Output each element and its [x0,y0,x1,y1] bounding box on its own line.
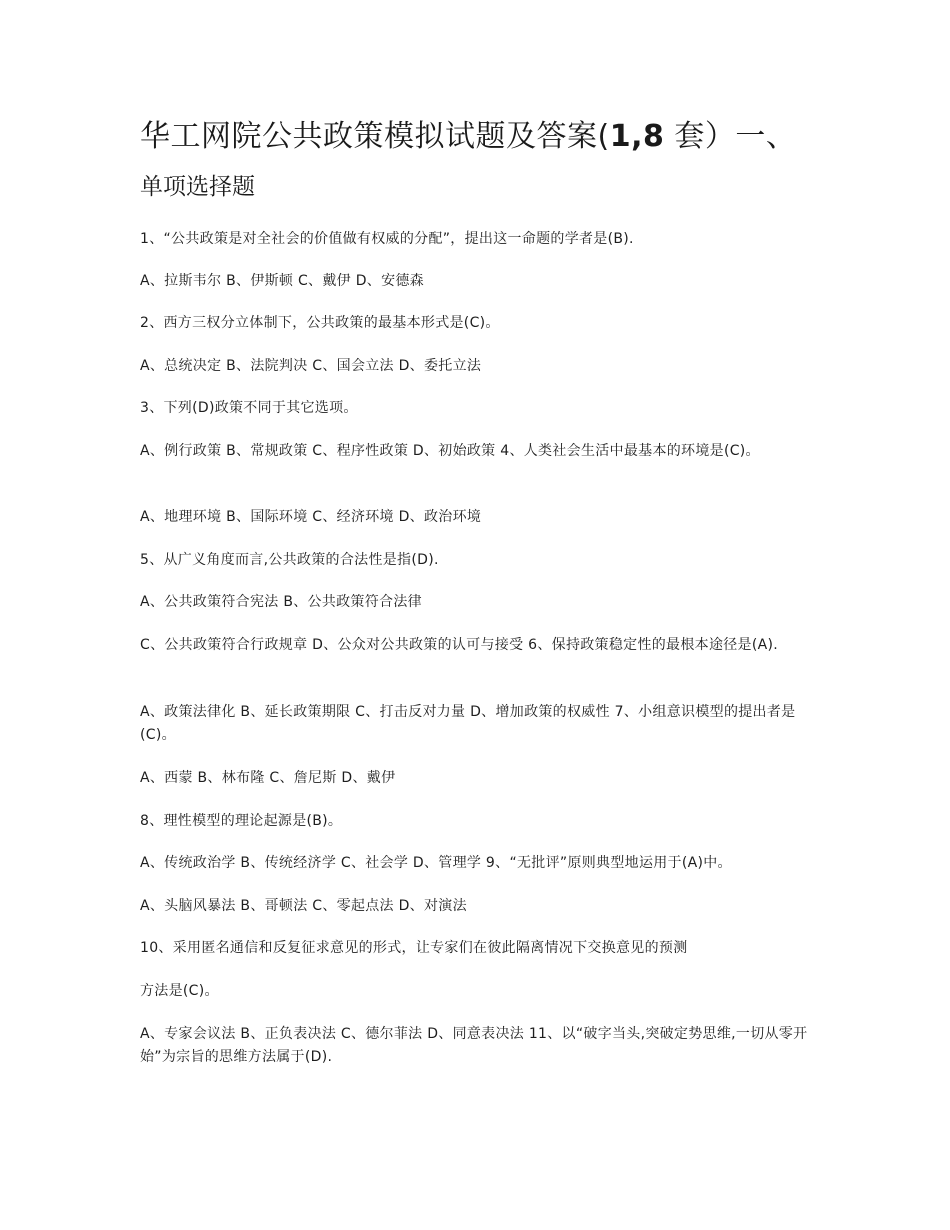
title-text: 华工网院公共政策模拟试题及答案( [140,119,610,154]
question-5: 5、从广义角度而言,公共政策的合法性是指(D). [140,552,439,568]
options-3-question-4: A、例行政策 B、常规政策 C、程序性政策 D、初始政策 4、人类社会生活中最基本的环境是(C)。 [140,443,760,459]
options-6-question-7: A、政策法律化 B、延长政策期限 C、打击反对力量 D、增加政策的权威性 7、小组意识模型的提出者是(C)。 [140,704,796,743]
title-tail: 套）一、 [664,119,797,154]
options-5-ab: A、公共政策符合宪法 B、公共政策符合法律 [140,594,422,610]
title-set-numbers: 1,8 [609,119,665,154]
options-9: A、头脑风暴法 B、哥顿法 C、零起点法 D、对演法 [140,898,467,914]
options-8-question-9: A、传统政治学 B、传统经济学 C、社会学 D、管理学 9、“无批评”原则典型地运用于(A)中。 [140,855,732,871]
options-4: A、地理环境 B、国际环境 C、经济环境 D、政治环境 [140,509,482,525]
options-5-cd-question-6: C、公共政策符合行政规章 D、公众对公共政策的认可与接受 6、保持政策稳定性的最根本途径是(A). [140,637,779,653]
question-1: 1、“公共政策是对全社会的价值做有权威的分配”，提出这一命题的学者是(B). [140,231,634,247]
document-title [140,117,796,157]
section-heading: 单项选择题 [140,174,255,200]
options-1: A、拉斯韦尔 B、伊斯顿 C、戴伊 D、安德森 [140,273,424,289]
options-7: A、西蒙 B、林布隆 C、詹尼斯 D、戴伊 [140,770,396,786]
question-10-line-1: 10、采用匿名通信和反复征求意见的形式，让专家们在彼此隔离情况下交换意见的预测 [140,940,688,956]
question-2: 2、西方三权分立体制下，公共政策的最基本形式是(C)。 [140,315,500,331]
options-10-question-11: A、专家会议法 B、正负表决法 C、德尔菲法 D、同意表决法 11、以“破字当头,突破定势思维,一切从零开始”为宗旨的思维方法属于(D). [140,1026,808,1065]
question-8: 8、理性模型的理论起源是(B)。 [140,813,343,829]
question-10-line-2: 方法是(C)。 [140,983,219,999]
options-2: A、总统决定 B、法院判决 C、国会立法 D、委托立法 [140,358,482,374]
question-3: 3、下列(D)政策不同于其它选项。 [140,400,358,416]
